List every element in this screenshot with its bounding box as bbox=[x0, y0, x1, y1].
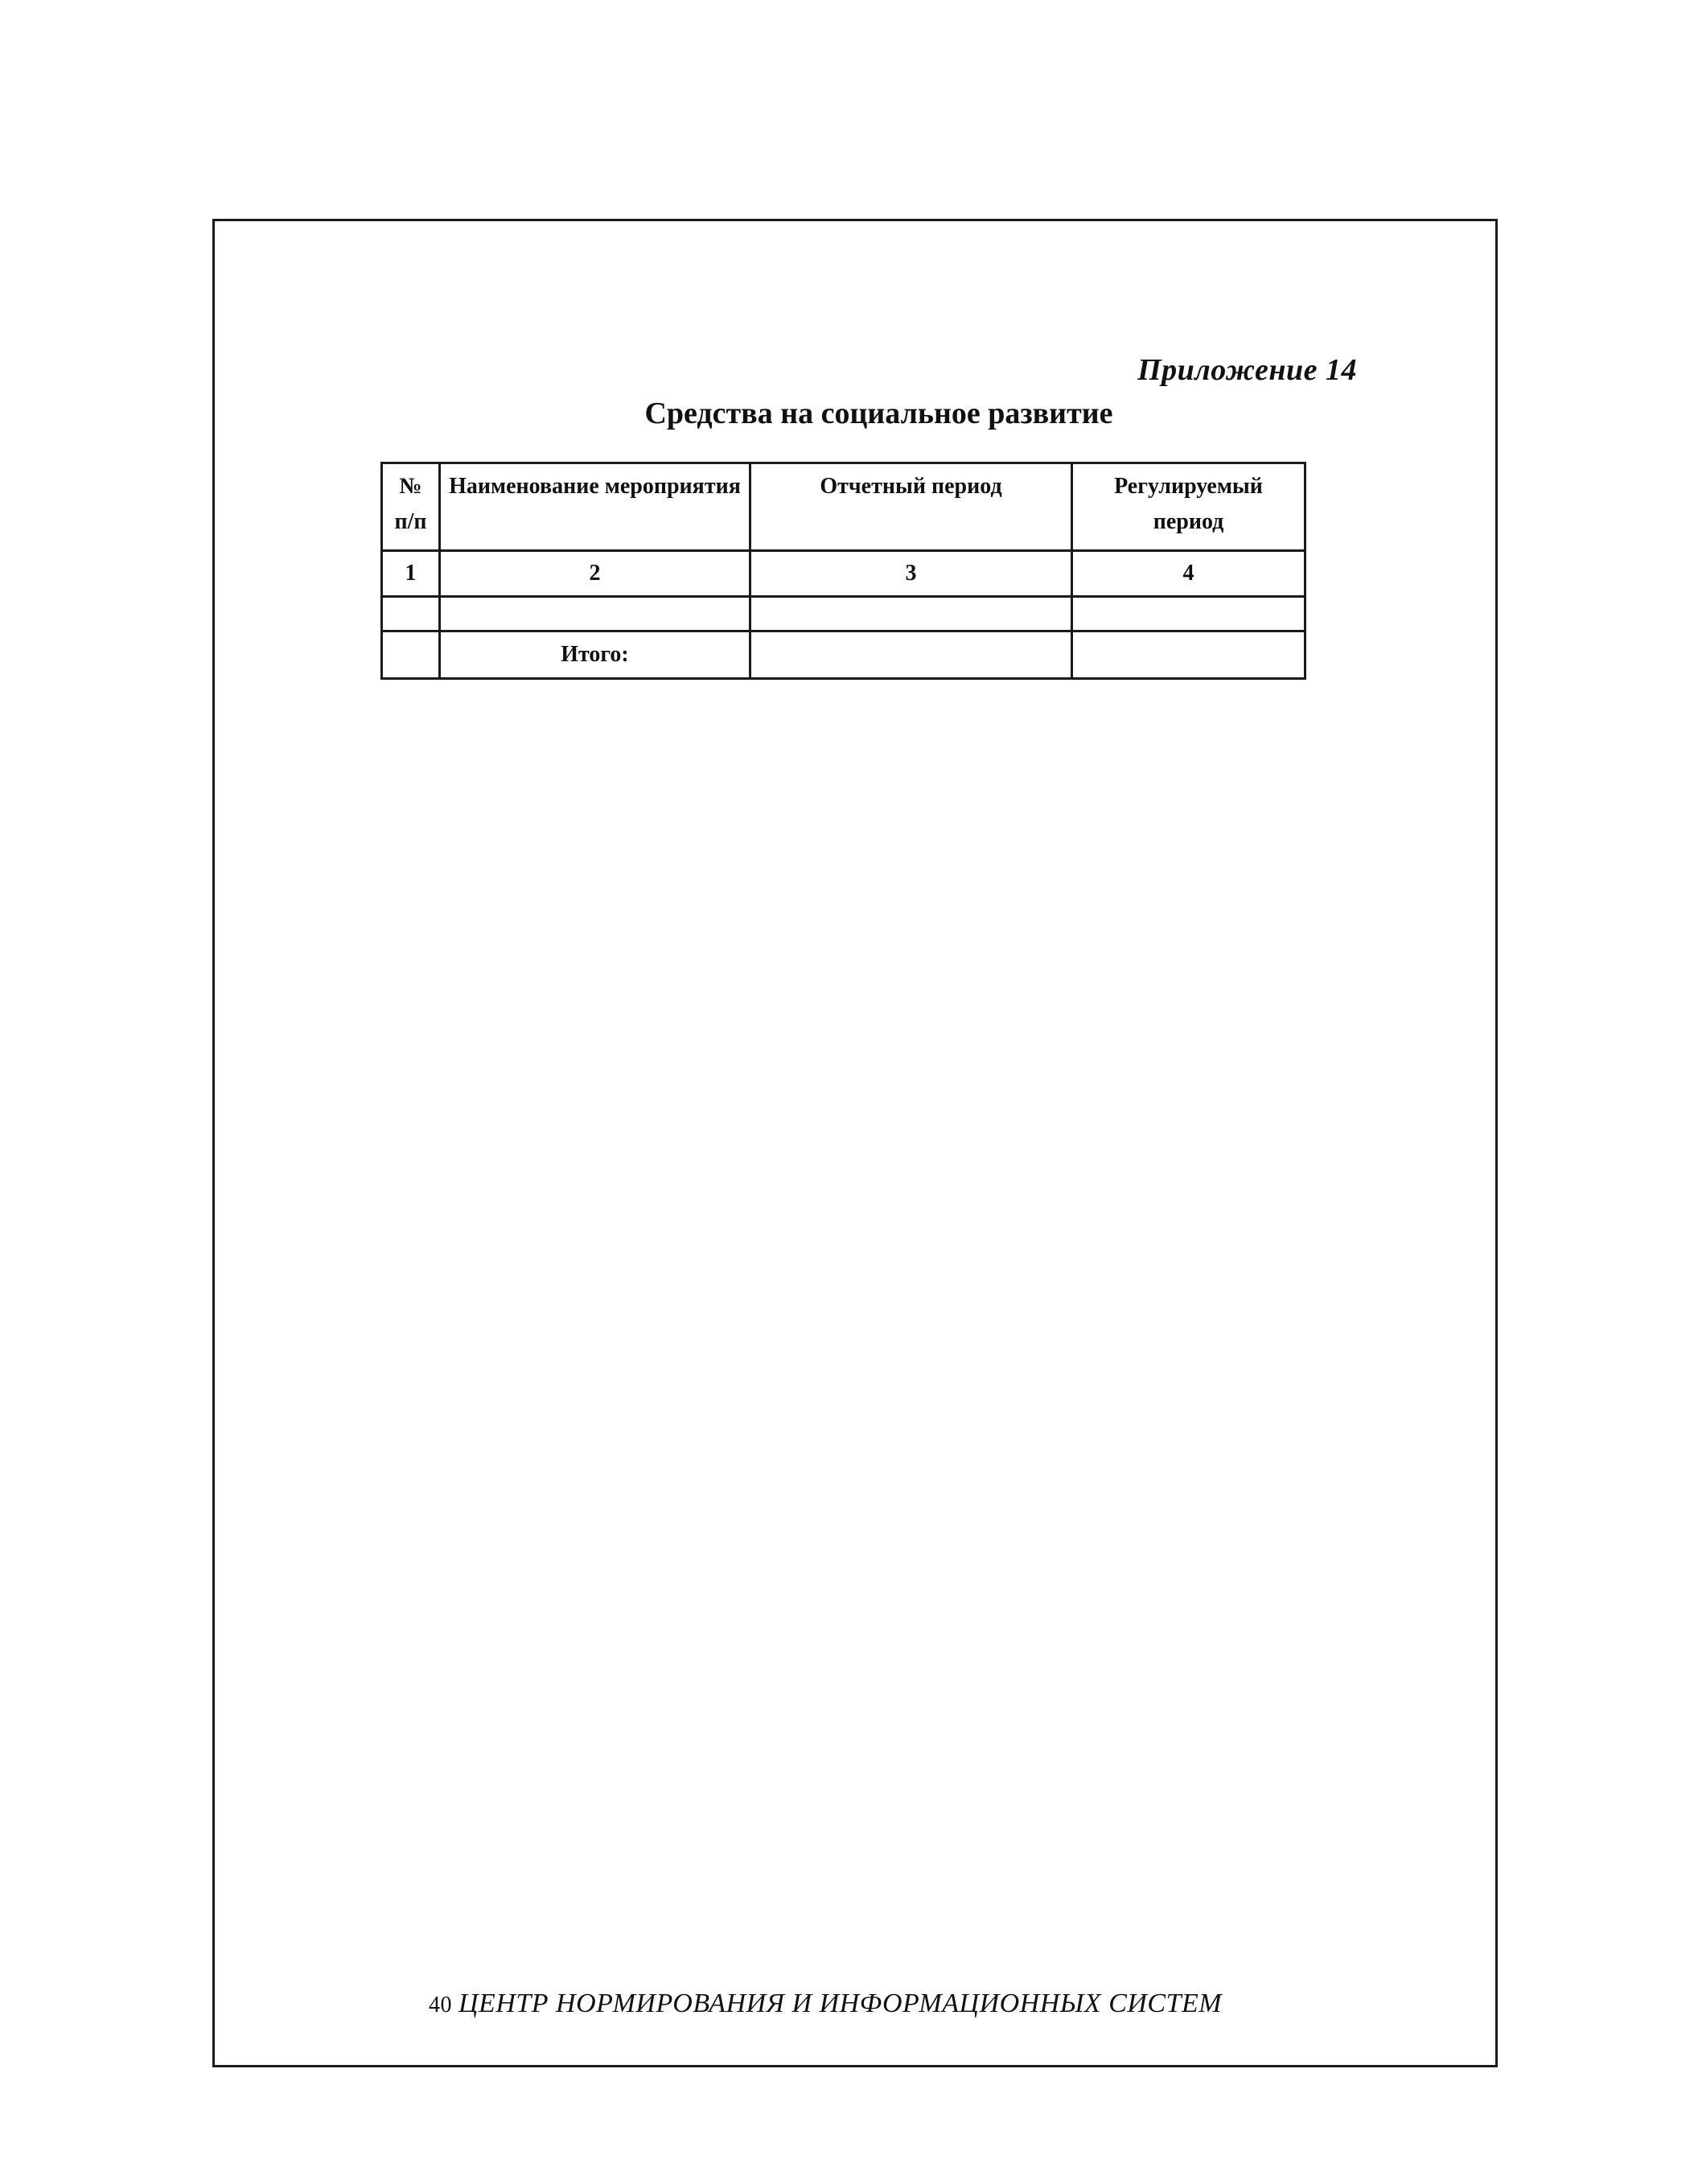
column-number: 3 bbox=[750, 551, 1072, 597]
table-cell bbox=[382, 597, 440, 631]
table-row bbox=[382, 597, 1305, 631]
page-number: 40 bbox=[429, 1993, 452, 2017]
header-activity-name: Наименование мероприятия bbox=[440, 463, 750, 551]
footer bbox=[429, 1989, 1222, 2019]
table-cell bbox=[440, 597, 750, 631]
footer-text: ЦЕНТР НОРМИРОВАНИЯ И ИНФОРМАЦИОННЫХ СИСТЕМ bbox=[458, 1989, 1223, 2018]
appendix-label: Приложение 14 bbox=[1137, 353, 1357, 387]
column-number: 1 bbox=[382, 551, 440, 597]
table-cell bbox=[1072, 631, 1305, 679]
table-cell bbox=[1072, 597, 1305, 631]
table-header-row bbox=[382, 463, 1305, 551]
document-title: Средства на социальное развитие bbox=[644, 397, 1113, 430]
table-cell bbox=[750, 597, 1072, 631]
table-cell bbox=[750, 631, 1072, 679]
header-number: № п/п bbox=[382, 463, 440, 551]
column-number-row bbox=[382, 551, 1305, 597]
total-label: Итого: bbox=[440, 631, 750, 679]
table-cell bbox=[382, 631, 440, 679]
column-number: 4 bbox=[1072, 551, 1305, 597]
header-regulated-period: Регулируемый период bbox=[1072, 463, 1305, 551]
header-reporting-period: Отчетный период bbox=[750, 463, 1072, 551]
funds-table bbox=[380, 462, 1306, 680]
total-row bbox=[382, 631, 1305, 679]
column-number: 2 bbox=[440, 551, 750, 597]
